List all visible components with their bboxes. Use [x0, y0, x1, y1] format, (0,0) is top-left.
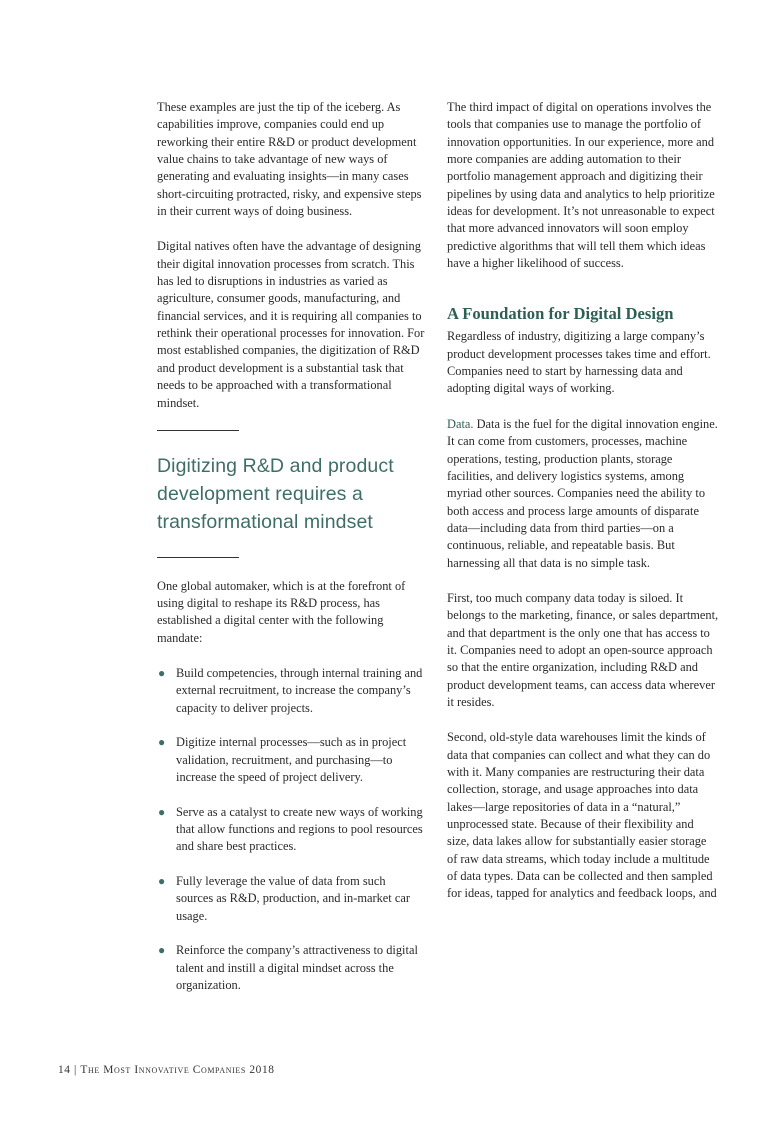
list-item-text: Reinforce the company’s attractiveness to digital talent and instill a digital mindset across the organization. — [176, 943, 418, 993]
footer-separator: | — [74, 1064, 77, 1076]
bullet-icon: ● — [158, 666, 166, 681]
bullet-icon: ● — [158, 804, 166, 819]
page-number: 14 — [58, 1064, 71, 1076]
list-item-text: Digitize internal processes—such as in project validation, recruitment, and purchasing—to increase the speed of project delivery. — [176, 735, 407, 785]
right-paragraph-5: Second, old-style data warehouses limit the kinds of data that companies can collect and what they can do with it. Many companies are restructuring their data collection, storage, and usage approaches into data lakes—large repositories of data in a “natural,” unprocessed state. Because of their flexibility and size, data lakes allow for substantially easier storage of raw data streams, which today include a multitude of data types. Data can be collected and then sampled for ideas, tapped for analytics and feedback loops, and — [447, 730, 717, 901]
left-column — [157, 99, 425, 1012]
list-item — [157, 942, 425, 994]
pull-quote: Digitizing R&D and product development requires a transformational mindset — [157, 454, 394, 534]
bullet-icon: ● — [158, 874, 166, 889]
page-footer — [58, 1064, 275, 1076]
bullet-icon: ● — [158, 735, 166, 750]
left-paragraph-3: One global automaker, which is at the forefront of using digital to reshape its R&D process, has established a digital center with the following mandate: — [157, 578, 406, 645]
right-paragraph-3 — [447, 416, 719, 572]
left-paragraph-1: These examples are just the tip of the iceberg. As capabilities improve, companies could end up reworking their entire R&D or product development value chains to take advantage of new ways of generating and evaluating insights—in many cases short-circuiting protracted, risky, and expensive steps in their current ways of doing business. — [157, 100, 422, 219]
mandate-list — [157, 665, 425, 994]
list-item — [157, 804, 425, 856]
section-heading: A Foundation for Digital Design — [447, 304, 674, 324]
right-paragraph-2: Regardless of industry, digitizing a large company’s product development processes takes time and effort. Companies need to start by harnessing data and adopting digital ways of working. — [447, 329, 711, 396]
list-item — [157, 873, 425, 925]
callout-rule-bottom — [157, 557, 239, 558]
left-paragraph-2: Digital natives often have the advantage of designing their digital innovation processes from scratch. This has led to disruptions in industries as varied as agriculture, consumer goods, manufacturing, and financial services, and it is requiring all companies to rethink their operational processes for innovation. For most established companies, the digitization of R&D and product development is a substantial task that needs to be approached with a transformational mindset. — [157, 239, 425, 410]
right-paragraph-1: The third impact of digital on operations involves the tools that companies use to manage the portfolio of innovation opportunities. In our experience, more and more companies are adding automation to their portfolio management approach and digitizing their pipelines by using data and analytics to help prioritize ideas for development. It’s not unreasonable to expect that more advanced innovators will soon employ predictive algorithms that will tell them which ideas have a higher likelihood of success. — [447, 100, 715, 271]
list-item — [157, 665, 425, 717]
run-in-heading: Data. — [447, 416, 474, 431]
publication-title: The Most Innovative Companies 2018 — [80, 1064, 275, 1076]
list-item-text: Build competencies, through internal training and external recruitment, to increase the company’s capacity to deliver projects. — [176, 666, 423, 715]
data-paragraph-text: Data is the fuel for the digital innovation engine. It can come from customers, processes, machine operations, testing, production plants, storage facilities, and delivery logistics systems, among myriad other sources. Companies need the ability to both access and process large amounts of disparate data—including data from third parties—on a continuous, reliable, and repeatable basis. But harnessing all that data is no simple task. — [447, 416, 718, 570]
list-item-text: Serve as a catalyst to create new ways of working that allow functions and regions to pool resources and share best practices. — [176, 804, 423, 854]
right-column — [447, 99, 719, 903]
right-paragraph-4: First, too much company data today is siloed. It belongs to the marketing, finance, or sales department, and that department is the only one that has access to it. Companies need to adopt an open-source approach so that the entire organization, including R&D and product development teams, can access data wherever it resides. — [447, 590, 719, 709]
bullet-icon: ● — [158, 943, 166, 958]
list-item-text: Fully leverage the value of data from such sources as R&D, production, and in-market car usage. — [176, 874, 410, 923]
list-item — [157, 734, 425, 786]
callout-rule-top — [157, 430, 239, 431]
